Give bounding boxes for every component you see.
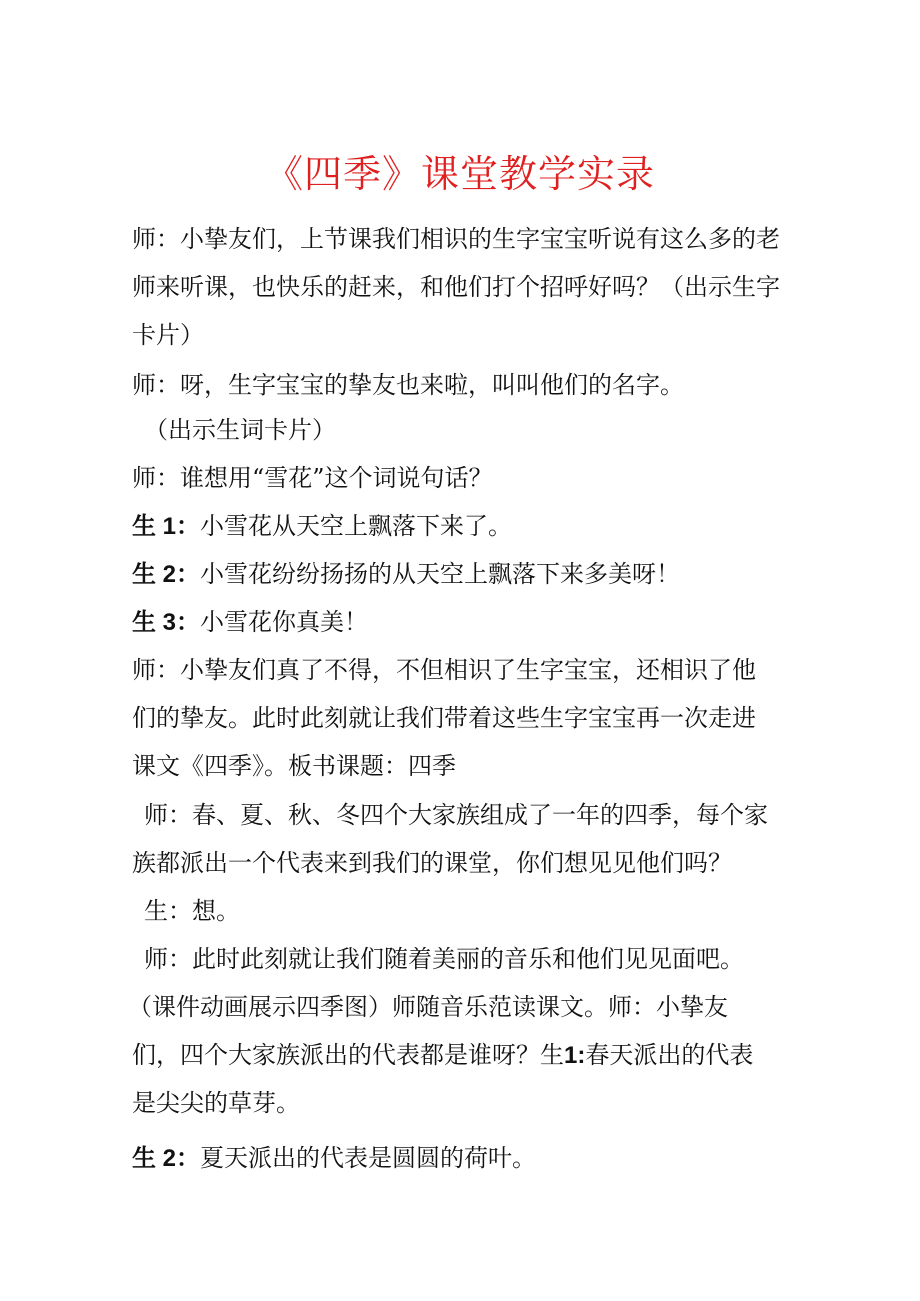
paragraph-line: 族都派出一个代表来到我们的课堂，你们想见见他们吗？ — [132, 849, 732, 877]
paragraph-line: 师来听课，也快乐的赶来，和他们打个招呼好吗？（出示生字 — [132, 273, 780, 301]
paragraph-line: 师：此时此刻就让我们随着美丽的音乐和他们见见面吧。 — [144, 945, 744, 973]
paragraph-line: （出示生词卡片） — [144, 416, 336, 444]
paragraph-line: 卡片） — [132, 321, 204, 349]
paragraph-line: 师：春、夏、秋、冬四个大家族组成了一年的四季，每个家 — [144, 801, 768, 829]
paragraph-line: 是尖尖的草芽。 — [132, 1089, 300, 1117]
speaker-label: 生 2： — [132, 561, 201, 588]
student-line — [132, 604, 368, 641]
paragraph-line: 们的挚友。此时此刻就让我们带着这些生字宝宝再一次走进 — [132, 704, 756, 732]
utterance: 小雪花从天空上飘落下来了。 — [200, 512, 513, 540]
paragraph-line: 师：小挚友们，上节课我们相识的生字宝宝听说有这么多的老 — [132, 225, 780, 253]
utterance: 夏天派出的代表是圆圆的荷叶。 — [200, 1144, 537, 1172]
speaker-label: 生 1： — [132, 513, 201, 540]
paragraph-line: 师：呀，生字宝宝的挚友也来啦，叫叫他们的名字。 — [132, 371, 684, 399]
utterance: 春天派出的代表 — [585, 1041, 754, 1069]
paragraph-line: 师：谁想用“雪花”这个词说句话？ — [132, 464, 493, 492]
student-line — [132, 508, 512, 545]
document-title: 《四季》课堂教学实录 — [264, 152, 655, 196]
paragraph-line — [132, 1037, 753, 1074]
paragraph-line: （课件动画展示四季图）师随音乐范读课文。师：小挚友 — [128, 993, 728, 1021]
speaker-label: 生 2： — [132, 1145, 201, 1172]
student-line — [132, 1140, 536, 1177]
utterance: 们，四个大家族派出的代表都是谁呀？生 — [132, 1041, 564, 1069]
utterance: 小雪花纷纷扬扬的从天空上飘落下来多美呀！ — [200, 560, 681, 588]
utterance: 小雪花你真美！ — [200, 608, 369, 636]
paragraph-line: 师：小挚友们真了不得，不但相识了生字宝宝，还相识了他 — [132, 656, 756, 684]
speaker-label: 生 3： — [132, 609, 201, 636]
student-line — [132, 556, 680, 593]
speaker-label: 1: — [564, 1042, 586, 1069]
paragraph-line: 课文《四季》。板书课题：四季 — [132, 752, 456, 780]
paragraph-line: 生：想。 — [144, 897, 240, 925]
